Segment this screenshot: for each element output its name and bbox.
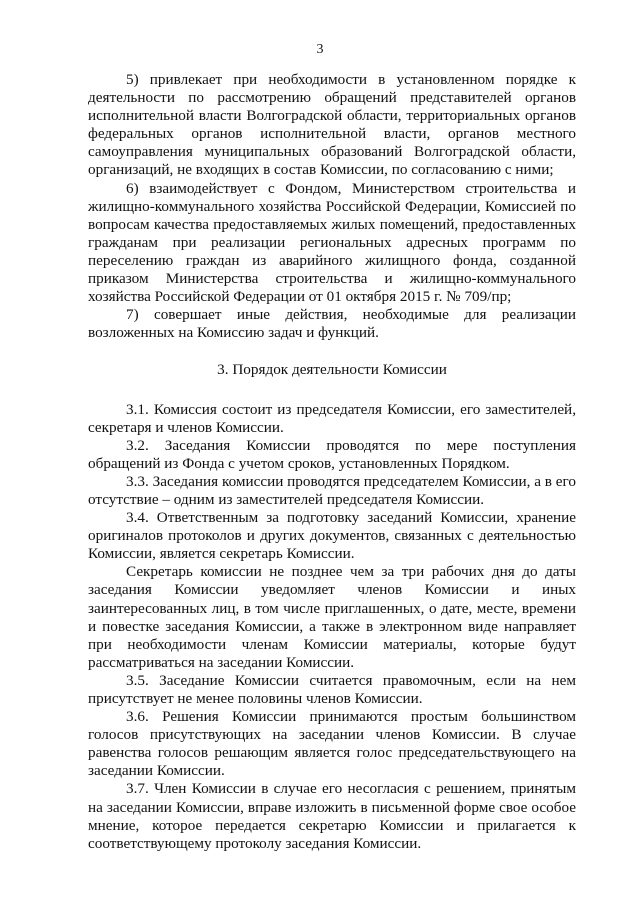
paragraph-3-2: 3.2. Заседания Комиссии проводятся по мере поступления обращений из Фонда с учетом сроков, установленных Порядком. <box>88 436 576 472</box>
paragraph-3-5: 3.5. Заседание Комиссии считается правомочным, если на нем присутствует не менее половины членов Комиссии. <box>88 671 576 707</box>
paragraph-item-6: 6) взаимодействует с Фондом, Министерством строительства и жилищно-коммунального хозяйства Российской Федерации, Комиссией по вопросам качества предоставляемых жилых помещений, предоставленных гражданам при реализации региональных адресных программ по переселению граждан из аварийного жилищного фонда, созданной приказом Министерства строительства и жилищно-коммунального хозяйства Российской Федерации от 01 октября 2015 г. № 709/пр; <box>88 179 576 306</box>
paragraph-3-3: 3.3. Заседания комиссии проводятся председателем Комиссии, а в его отсутствие – одним из заместителей председателя Комиссии. <box>88 472 576 508</box>
paragraph-item-7: 7) совершает иные действия, необходимые для реализации возложенных на Комиссию задач и функций. <box>88 306 576 342</box>
section-heading: 3. Порядок деятельности Комиссии <box>217 361 447 379</box>
paragraph-item-5: 5) привлекает при необходимости в установленном порядке к деятельности по рассмотрению обращений представителей органов исполнительной власти Волгоградской области, территориальных органов федеральных органов исполнительной власти, органов местного самоуправления муниципальных образований Волгоградской области, организаций, не входящих в состав Комиссии, по согласованию с ними; <box>88 71 576 179</box>
paragraph-3-7: 3.7. Член Комиссии в случае его несогласия с решением, принятым на заседании Комиссии, вправе изложить в письменной форме свое особое мнение, которое передается секретарю Комиссии и прилагается к соответствующему протоколу заседания Комиссии. <box>88 780 576 852</box>
paragraph-secretary: Секретарь комиссии не позднее чем за три рабочих дня до даты заседания Комиссии уведомляет членов Комиссии и иных заинтересованных лиц, в том числе приглашенных, о дате, месте, времени и повестке заседания Комиссии, а также в электронном виде направляет при необходимости членам Комиссии материалы, которые будут рассматриваться на заседании Комиссии. <box>88 563 576 671</box>
paragraph-3-4: 3.4. Ответственным за подготовку заседаний Комиссии, хранение оригиналов протоколов и других документов, связанных с деятельностью Комиссии, является секретарь Комиссии. <box>88 509 576 563</box>
paragraph-3-1: 3.1. Комиссия состоит из председателя Комиссии, его заместителей, секретаря и членов Комиссии. <box>88 400 576 436</box>
page-number: 3 <box>316 42 324 57</box>
paragraph-3-6: 3.6. Решения Комиссии принимаются простым большинством голосов присутствующих на заседании членов Комиссии. В случае равенства голосов решающим является голос председательствующего на заседании Комиссии. <box>88 708 576 780</box>
document-body <box>88 71 576 853</box>
